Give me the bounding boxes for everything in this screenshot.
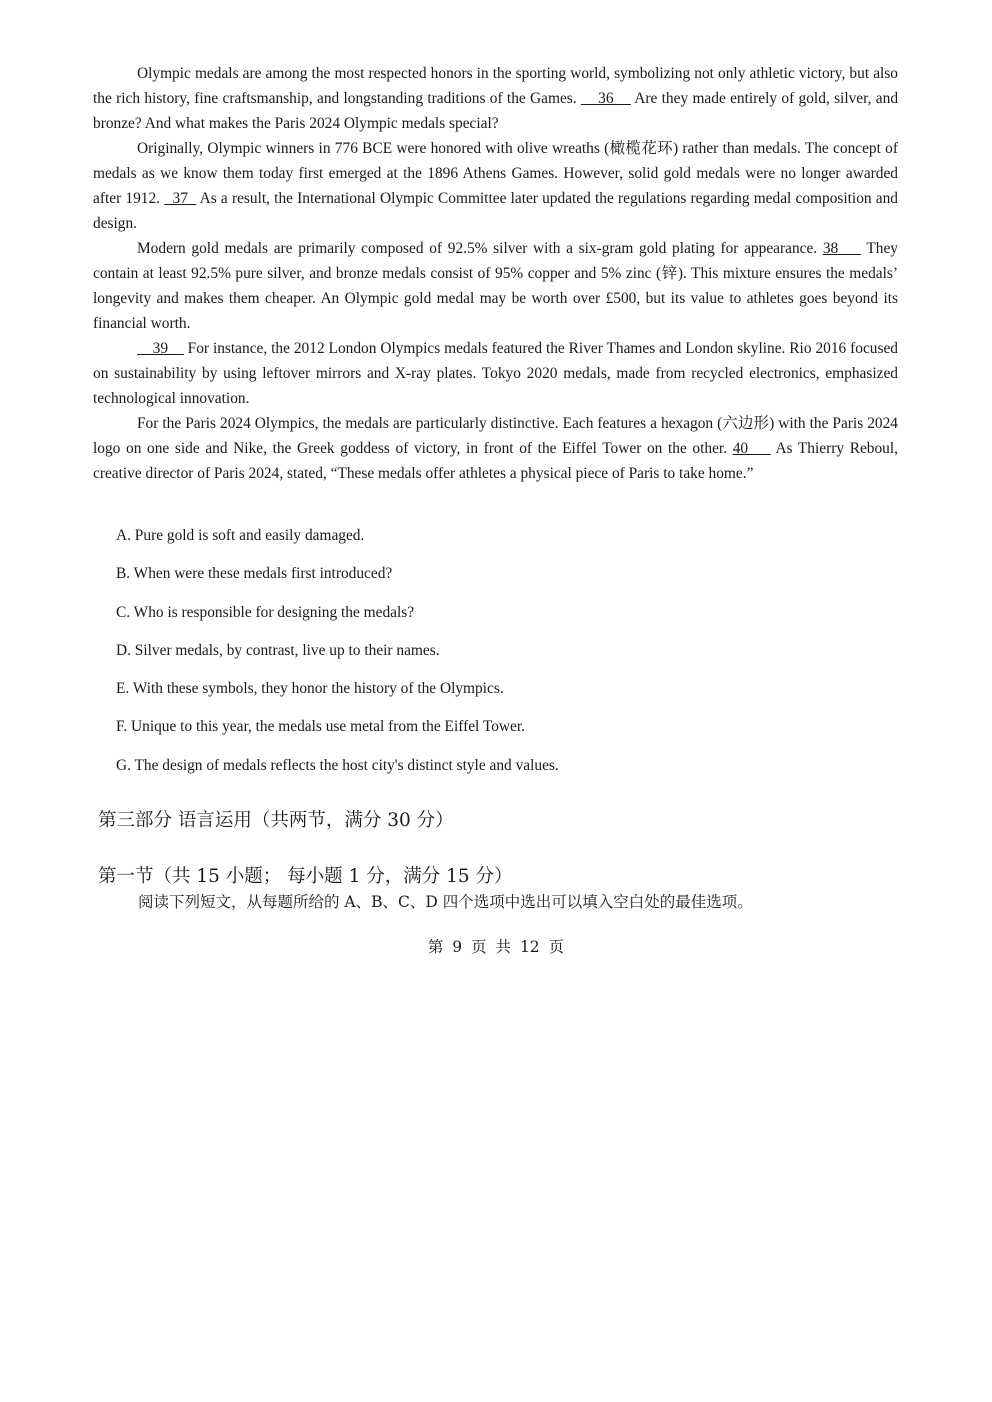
paragraph-text: They contain at least 92.5% pure silver, and bronze medals consist of 95% copper and 5% zinc (锌). This mixture ensures the medals’ longevity and makes them cheaper. An Olympic gold medal may be worth over £500, but its value to athletes goes beyond its financial worth. [93,240,898,332]
paragraph-1 [93,61,898,136]
blank-40: 40 [732,440,771,457]
paragraph-text: For instance, the 2012 London Olympics medals featured the River Thames and London skyline. Rio 2016 focused on sustainability by using leftover mirrors and X-ray plates. Tokyo 2020 medals, made from recycled electronics, emphasized technological innovation. [93,340,899,407]
paragraph-3 [93,236,898,336]
option-a: A. Pure gold is soft and easily damaged. [116,527,365,544]
part-3-heading: 第三部分 语言运用（共两节，满分 30 分） [98,810,454,831]
option-g: G. The design of medals reflects the host city's distinct style and values. [116,756,559,774]
paragraph-4 [93,336,898,411]
paragraph-text: Originally, Olympic winners in 776 BCE were honored with olive wreaths (橄榄花环) rather than medals. The concept of medals as we know them today first emerged at the 1896 Athens Games. However, solid gold medals were no longer awarded after 1912. [93,140,898,207]
blank-37: 37 [164,190,197,207]
reading-passage [93,61,898,486]
option-e: E. With these symbols, they honor the history of the Olympics. [116,680,504,698]
blank-38: 38 [822,240,861,257]
paragraph-5 [93,411,898,486]
page-number: 第 9 页 共 12 页 [427,938,565,956]
paragraph-text: For the Paris 2024 Olympics, the medals are particularly distinctive. Each features a hexagon (六边形) with the Paris 2024 logo on one side and Nike, the Greek goddess of victory, in front of the Eiffel Tower on the other. [93,415,898,457]
section-1-heading: 第一节（共 15 小题； 每小题 1 分，满分 15 分） [98,866,513,887]
option-b: B. When were these medals first introduced? [116,565,393,583]
blank-36: 36 [580,90,631,107]
paragraph-text: Are they made entirely of gold, silver, and bronze? And what makes the Paris 2024 Olympic medals special? [93,90,899,132]
answer-options [116,524,896,792]
paragraph-text: As a result, the International Olympic Committee later updated the regulations regarding medal composition and design. [93,190,899,232]
section-instruction: 阅读下列短文，从每题所给的 A、B、C、D 四个选项中选出可以填入空白处的最佳选项。 [138,893,753,911]
option-f: F. Unique to this year, the medals use metal from the Eiffel Tower. [116,718,525,736]
paragraph-text: Olympic medals are among the most respected honors in the sporting world, symbolizing not only athletic victory, but also the rich history, fine craftsmanship, and longstanding traditions of the Games. [93,65,898,107]
paragraph-text: As Thierry Reboul, creative director of Paris 2024, stated, “These medals offer athletes a physical piece of Paris to take home.” [93,440,899,482]
blank-39: 39 [137,340,184,357]
paragraph-2 [93,136,898,236]
option-c: C. Who is responsible for designing the medals? [116,603,415,621]
option-d: D. Silver medals, by contrast, live up to their names. [116,641,440,659]
paragraph-text: Modern gold medals are primarily composed of 92.5% silver with a six-gram gold plating for appearance. [137,240,823,257]
